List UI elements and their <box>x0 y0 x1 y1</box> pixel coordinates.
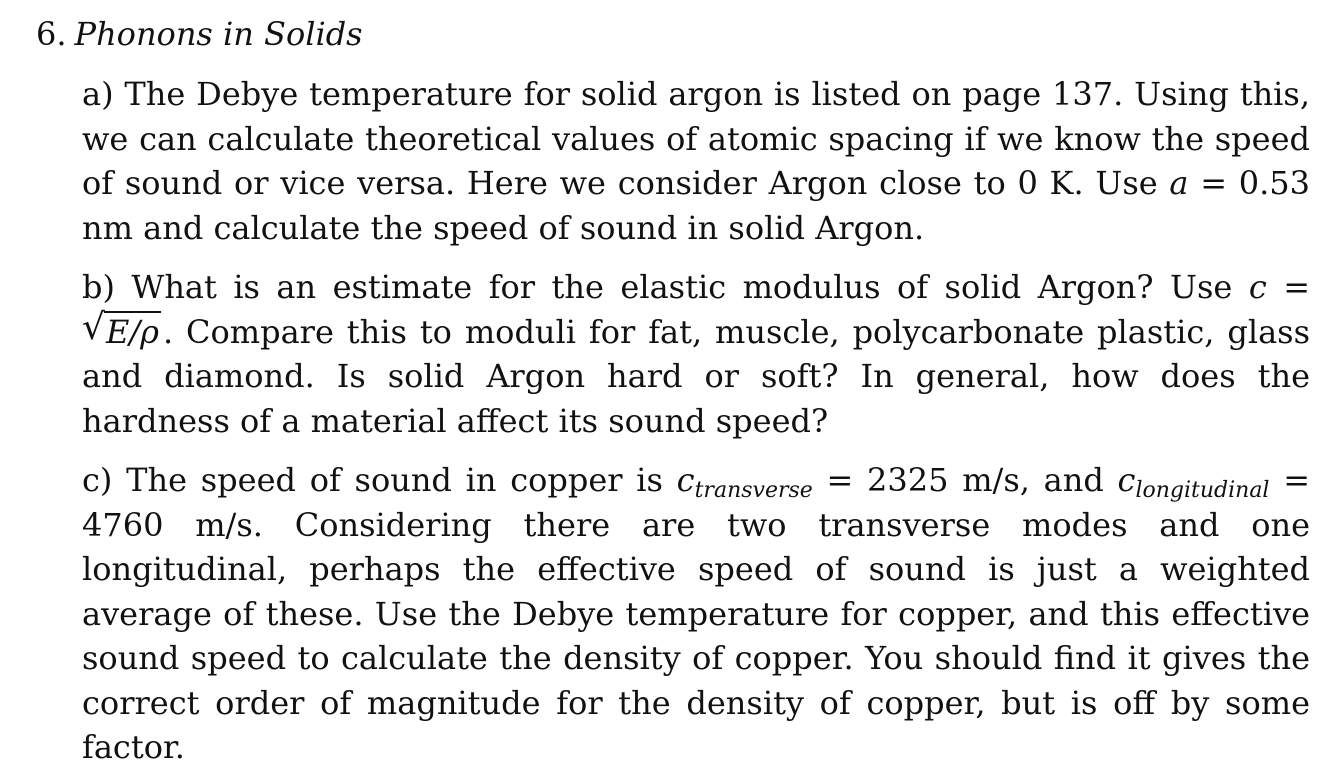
part-a-var-a: a <box>1169 164 1189 202</box>
problem-number: 6. <box>36 15 67 53</box>
radical-sign: √ <box>82 306 105 348</box>
subscript-transverse: transverse <box>694 478 813 503</box>
problem-title: Phonons in Solids <box>74 15 363 53</box>
part-a-text-1: a) The Debye temperature for solid argon is listed on page 137. Using this, we can calculate theoretical values of atomic spacing if we know the speed of sound or vice versa. Here we consider Argon close to 0 K. Use <box>82 75 1310 202</box>
part-b-text-2: . Compare this to moduli for fat, muscle, polycarbonate plastic, glass and diamond. Is solid Argon hard or soft? In general, how does the hardness of a material affect its sound speed? <box>82 312 1310 440</box>
part-b-equals: = <box>1266 268 1311 306</box>
part-a-equation: = 0.53 nm <box>82 164 1310 247</box>
part-c-equation-1: = 2325 m/s, and <box>812 461 1118 499</box>
sqrt-expression <box>82 306 161 355</box>
part-b-text-1: b) What is an estimate for the elastic modulus of solid Argon? Use <box>82 268 1249 306</box>
part-c-var-c-transverse: c <box>676 461 695 499</box>
part-c-equation-2: = 4760 m/s. <box>82 461 1311 544</box>
problem-heading <box>36 14 363 54</box>
part-c-var-c-longitudinal: c <box>1117 461 1136 499</box>
part-c-text-2: Considering there are two transverse modes and one longitudinal, perhaps the effective speed of sound is just a weighted average of these. Use the Debye temperature for copper, and this effective sound speed to calculate the density of copper. You should find it gives the correct order of magnitude for the density of copper, but is off by some factor. <box>82 505 1311 766</box>
part-b-var-c: c <box>1248 268 1267 306</box>
radicand: E/ρ <box>106 312 159 351</box>
subscript-longitudinal: longitudinal <box>1135 478 1270 503</box>
part-c-paragraph <box>82 458 1310 770</box>
part-a-paragraph <box>82 72 1310 250</box>
part-a-text-2: and calculate the speed of sound in solid Argon. <box>132 208 925 247</box>
part-c-text-1: c) The speed of sound in copper is <box>82 461 677 499</box>
part-b-paragraph <box>82 265 1310 443</box>
